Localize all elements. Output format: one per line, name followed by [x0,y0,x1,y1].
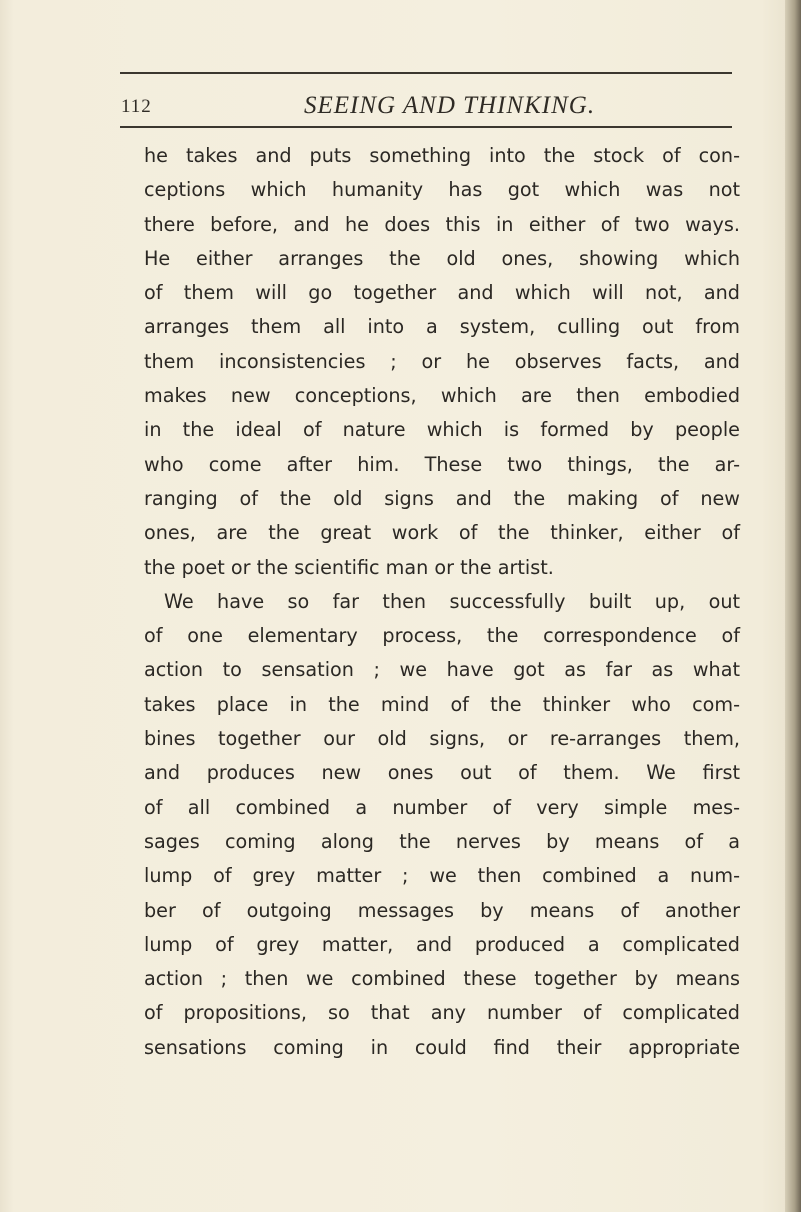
text-line: the poet or the scientific man or the artist. [144,555,554,579]
text-line: ones, are the great work of the thinker, either of [144,521,740,545]
text-line: He either arranges the old ones, showing which [144,246,740,270]
text-line: and produces new ones out of them. We first [144,761,740,785]
text-line: sages coming along the nerves by means of a [144,829,740,853]
page-number: 112 [121,96,152,117]
text-line: who come after him. These two things, the ar- [144,452,740,476]
text-line: he takes and puts something into the stock of con- [144,144,740,167]
body-text [144,139,740,1065]
text-line: there before, and he does this in either of two ways. [144,212,740,236]
text-line: in the ideal of nature which is formed by people [144,418,740,442]
text-line: them inconsistencies ; or he observes facts, and [144,349,740,373]
text-line: of all combined a number of very simple mes- [144,795,740,819]
text-line: sensations coming in could find their appropriate [144,1035,740,1059]
text-line: arranges them all into a system, culling out from [144,315,740,339]
paragraph-start-line: We have so far then successfully built up, out [164,589,740,613]
header-rule-top [120,72,732,74]
text-line: makes new conceptions, which are then embodied [144,384,740,408]
running-title: SEEING AND THINKING. [304,92,596,119]
text-line: ceptions which humanity has got which was not [144,178,740,202]
text-line: takes place in the mind of the thinker who com- [144,692,740,716]
text-line: lump of grey matter ; we then combined a num- [144,864,740,888]
page-edge-shadow [785,0,801,1212]
text-line: of one elementary process, the correspondence of [144,624,740,648]
header-rule-bottom [120,126,732,128]
text-line: ber of outgoing messages by means of another [144,898,740,922]
text-line: of propositions, so that any number of complicated [144,1001,740,1025]
text-line: lump of grey matter, and produced a complicated [144,932,740,956]
text-line: action to sensation ; we have got as far as what [144,658,740,682]
text-line: ranging of the old signs and the making of new [144,486,740,510]
text-line: of them will go together and which will not, and [144,281,740,305]
text-line: bines together our old signs, or re-arranges them, [144,727,740,751]
text-line: action ; then we combined these together by means [144,967,740,991]
